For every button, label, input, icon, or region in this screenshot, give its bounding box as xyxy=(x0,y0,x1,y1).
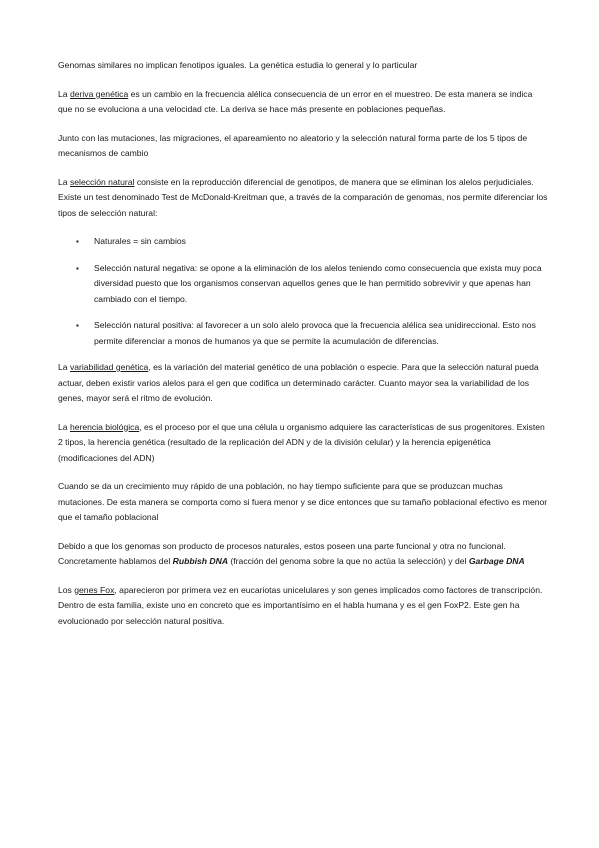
paragraph-body: consiste en la reproducción diferencial de genotipos, de manera que se eliminan los alelos perjudiciales. Existe un test denominado Test de McDonald-Kreitman que, a través de la comparación de genomas, nos permite diferenciar los tipos de selección natural: xyxy=(58,176,548,218)
paragraph-body: Debido a que los genomas son producto de procesos naturales, estos poseen una parte funcional y otra no funcional. Concretamente hablamos del xyxy=(58,540,506,566)
seleccion-natural-paragraph xyxy=(58,175,549,222)
crecimiento-poblacion-paragraph: Cuando se da un crecimiento muy rápido de una población, no hay tiempo suficiente para que se produzcan muchas mutaciones. De esta manera se comporta como si fuera menor y se dice entonces que su tamaño poblacional efectivo es menor que el tamaño poblacional xyxy=(58,481,548,522)
term-variabilidad-genetica: variabilidad genética xyxy=(69,362,149,372)
paragraph-prefix: Los xyxy=(58,584,75,595)
paragraph-prefix: La xyxy=(58,421,70,432)
paragraph-body: , es el proceso por el que una célula u organismo adquiere las características de sus progenitores. Existen 2 tipos, la herencia genética (resultado de la replicación del ADN y de la división celular) y la herencia epigenética (modificaciones del ADN) xyxy=(58,421,545,463)
term-herencia-biologica: herencia biológica xyxy=(69,421,140,432)
paragraph-prefix: La xyxy=(58,362,70,372)
term-seleccion-natural: selección natural xyxy=(69,176,135,187)
paragraph-body: , es la variación del material genético de una población o especie. Para que la selección natural pueda actuar, deben existir varios alelos para el gen que codifica un determinado carácter. Cuanto mayor sea la variabilidad de los genes, mayor será el ritmo de evolución. xyxy=(58,362,539,403)
list-item: ▪ Selección natural negativa: se opone a la eliminación de los alelos teniendo como consecuencia que exista muy poca diversidad puesto que los organismos conservan aquellos genes que le han permitido sobrevivir y que apenas han cambiado con el tiempo. xyxy=(76,261,549,308)
paragraph-body: es un cambio en la frecuencia alélica consecuencia de un error en el muestreo. De esta manera se indica que no se evoluciona a una velocidad cte. La deriva se hace más presente en poblaciones pequeñas. xyxy=(58,88,533,114)
paragraph-prefix: La xyxy=(58,88,70,99)
intro-paragraph: Genomas similares no implican fenotipos iguales. La genética estudia lo general y lo particular xyxy=(58,60,418,70)
seleccion-types-list xyxy=(58,234,549,349)
variabilidad-genetica-paragraph xyxy=(58,360,549,407)
term-genes-fox: genes Fox xyxy=(74,584,115,595)
list-item: ▪ Naturales = sin cambios xyxy=(76,234,549,250)
paragraph-prefix: La xyxy=(58,176,70,187)
herencia-biologica-paragraph xyxy=(58,420,549,467)
term-garbage-dna: Garbage DNA xyxy=(468,556,525,566)
deriva-genetica-paragraph xyxy=(58,87,549,118)
paragraph-body: (fracción del genoma sobre la que no actúa la selección) y del xyxy=(228,556,469,566)
term-deriva-genetica: deriva genética xyxy=(69,88,129,99)
genes-fox-paragraph xyxy=(58,583,549,630)
list-item: ▪ Selección natural positiva: al favorecer a un solo alelo provoca que la frecuencia alélica sea unidireccional. Esto nos permite diferenciar a monos de humanos ya que se permite la acumulación de diferencias. xyxy=(76,318,549,349)
term-rubbish-dna: Rubbish DNA xyxy=(172,556,229,566)
mecanismos-paragraph: Junto con las mutaciones, las migraciones, el apareamiento no aleatorio y la selección natural forma parte de los 5 tipos de mecanismos de cambio xyxy=(58,132,528,158)
paragraph-body: , aparecieron por primera vez en eucariotas unicelulares y son genes implicados como factores de transcripción. Dentro de esta familia, existe uno en concreto que es importantísimo en el habla humana y es el gen FoxP2. Este gen ha evolucionado por selección natural positiva. xyxy=(58,584,543,626)
genomas-paragraph xyxy=(58,539,549,570)
